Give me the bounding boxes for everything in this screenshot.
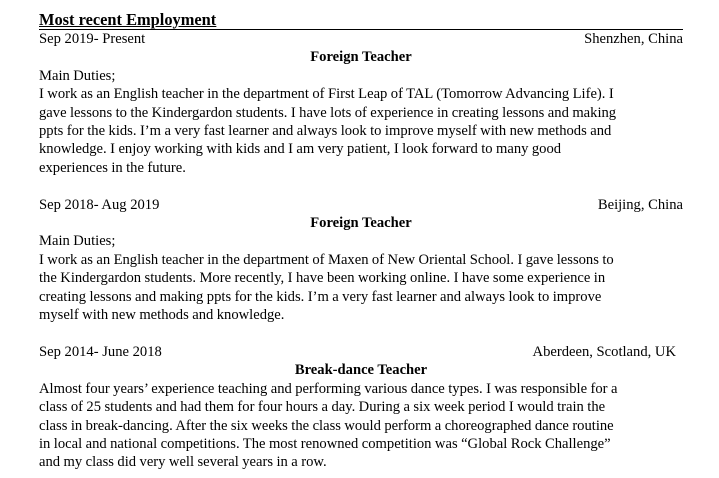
job-location: Beijing, China (597, 196, 683, 213)
description-line: I work as an English teacher in the department of First Leap of TAL (Tomorrow Advancing Life). I (39, 86, 614, 103)
description-line: ppts for the kids. I’m a very fast learner and always look to improve myself with new methods and (39, 123, 612, 140)
section-title (39, 9, 683, 30)
description-line: experiences in the future. (39, 159, 186, 176)
description-line: Almost four years’ experience teaching and performing various dance types. I was responsible for a (39, 380, 618, 397)
description-line: the Kindergardon students. More recently, I have been working online. I have some experience in (39, 270, 606, 287)
job-role: Foreign Teacher (310, 215, 412, 232)
job-description (39, 85, 683, 177)
duties-label: Main Duties; (39, 67, 116, 84)
duties-label: Main Duties; (39, 233, 116, 250)
description-line: gave lessons to the Kindergardon students. I have lots of experience in creating lessons and making (39, 104, 617, 121)
job-location: Shenzhen, China (584, 31, 683, 47)
job-dates: Sep 2014- June 2018 (39, 343, 162, 360)
description-line: class in break-dancing. After the six weeks the class would perform a choreographed dance routine (39, 417, 614, 434)
job-entry-1 (39, 30, 683, 177)
job-role: Foreign Teacher (310, 49, 412, 66)
job-entry-3 (39, 343, 683, 472)
job-description (39, 251, 683, 325)
description-line: knowledge. I enjoy working with kids and I am very patient, I look forward to many good (39, 141, 562, 158)
job-description (39, 380, 683, 472)
job-dates: Sep 2018- Aug 2019 (39, 196, 160, 213)
description-line: and my class did very well several years in a row. (39, 454, 327, 471)
employment-section (39, 9, 683, 472)
description-line: I work as an English teacher in the department of Maxen of New Oriental School. I gave lessons to (39, 251, 614, 268)
job-header (39, 30, 683, 48)
job-header (39, 196, 683, 214)
section-title-text: Most recent Employment (39, 10, 217, 29)
job-role: Break-dance Teacher (294, 362, 428, 379)
description-line: myself with new methods and knowledge. (39, 307, 285, 324)
job-entry-2 (39, 196, 683, 325)
job-header (39, 343, 683, 361)
description-line: creating lessons and making ppts for the kids. I’m a very fast learner and always look to improve (39, 288, 602, 305)
job-dates: Sep 2019- Present (39, 31, 146, 47)
job-location: Aberdeen, Scotland, UK (532, 343, 676, 360)
description-line: in local and national competitions. The most renowned competition was “Global Rock Challenge” (39, 435, 611, 452)
description-line: class of 25 students and had them for four hours a day. During a six week period I would train the (39, 399, 606, 416)
